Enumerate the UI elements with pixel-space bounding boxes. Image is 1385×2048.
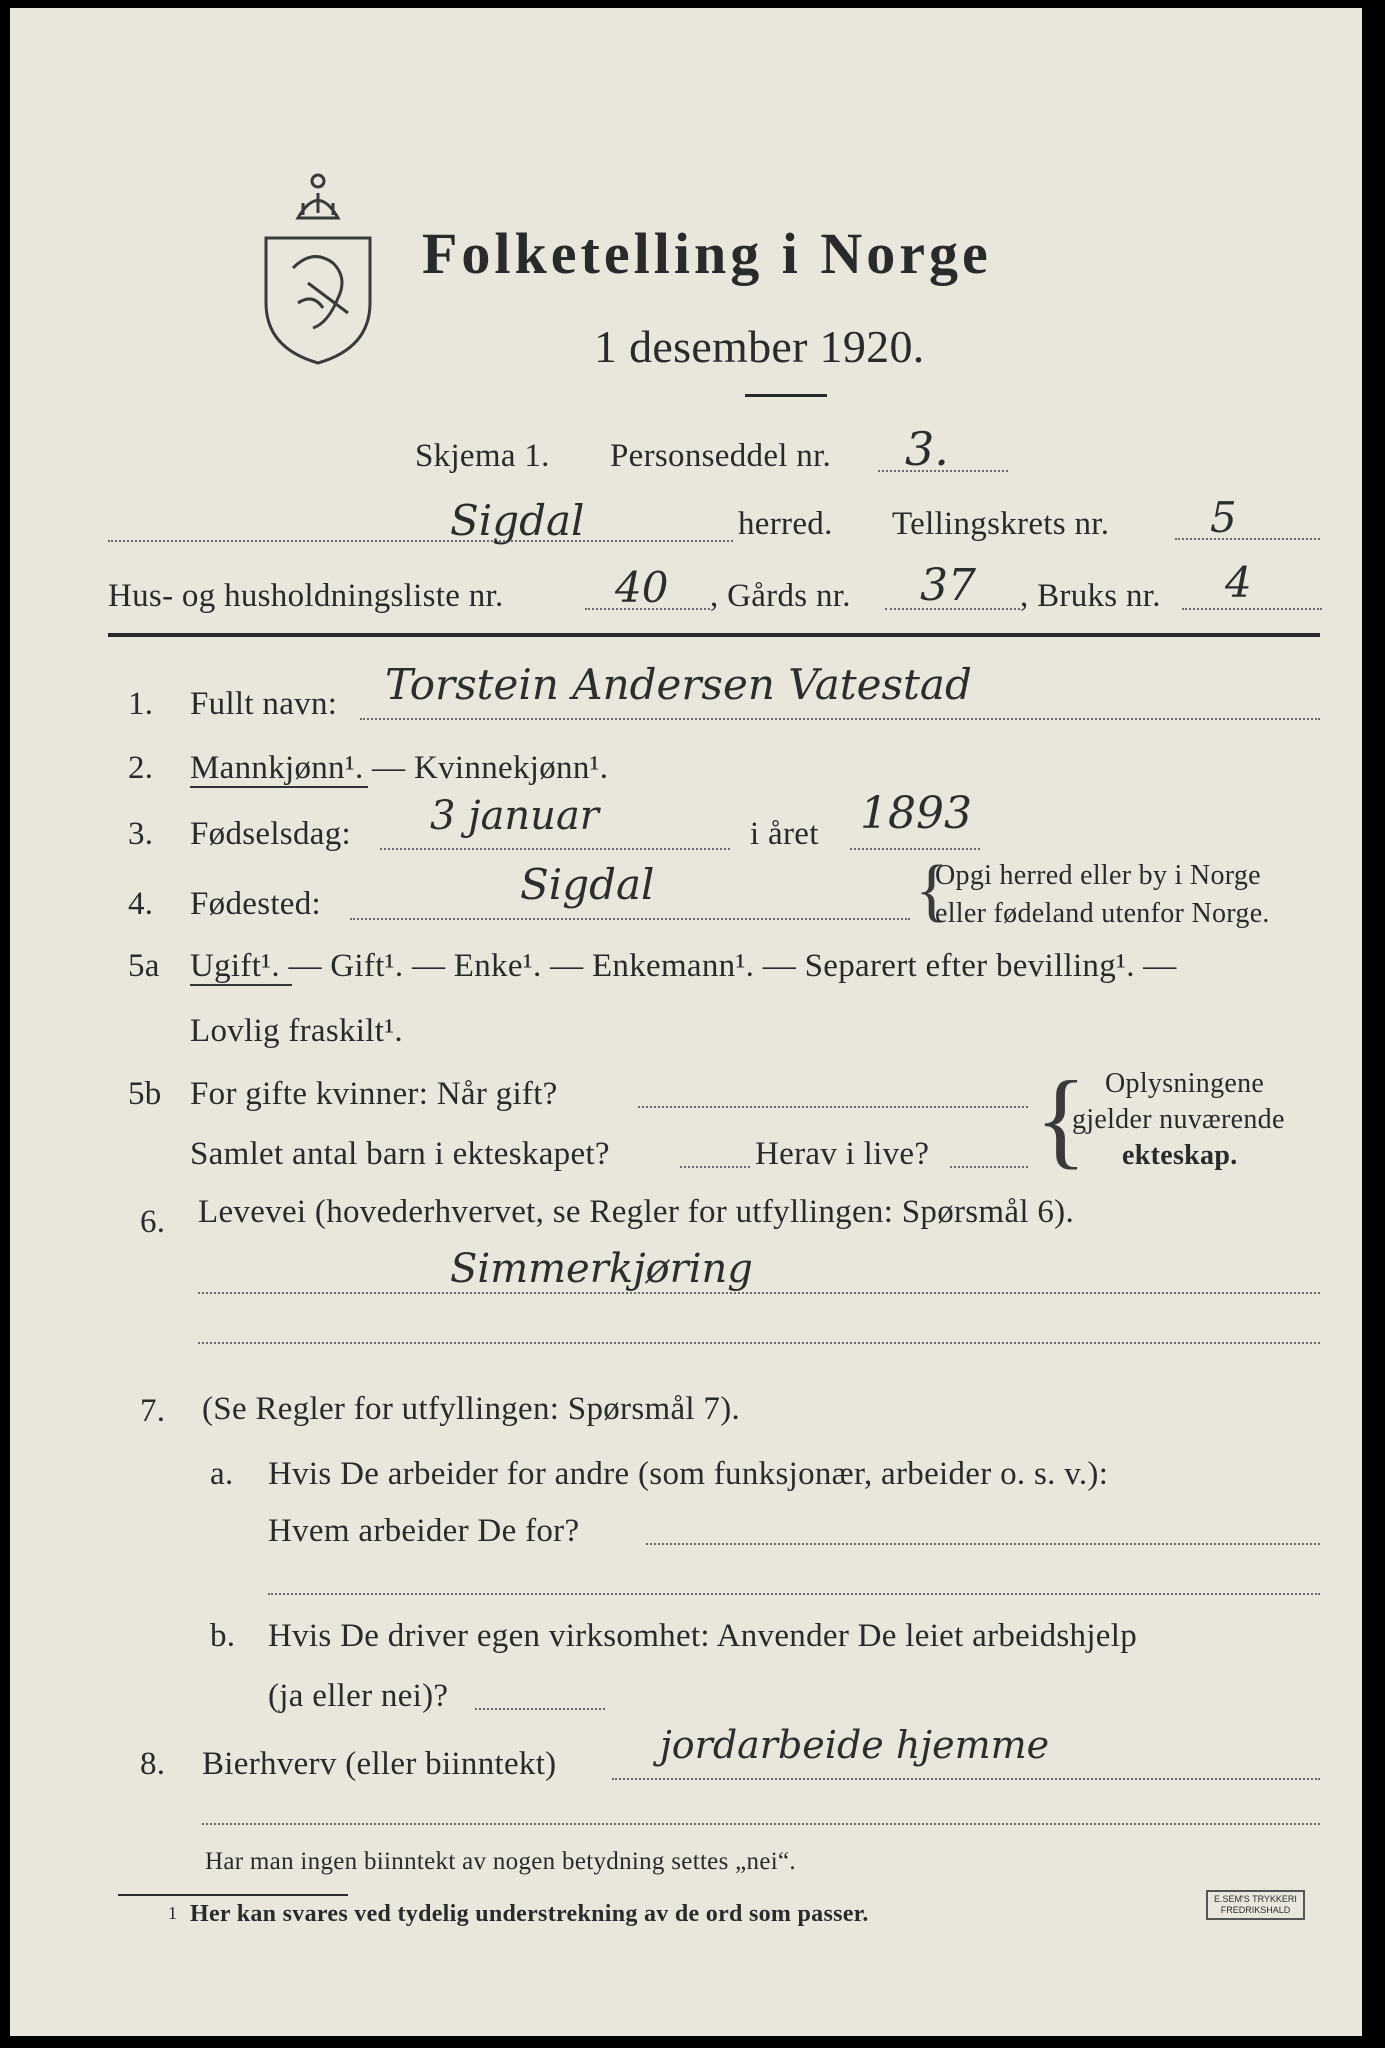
q7b-line <box>475 1708 605 1710</box>
q7a-label: Hvis De arbeider for andre (som funksjonær, arbeider o. s. v.): <box>268 1456 1109 1492</box>
q8-line-2 <box>202 1823 1320 1825</box>
q1-number: 1. <box>128 686 154 722</box>
footnote-text: Her kan svares ved tydelig understrekning av de ord som passer. <box>190 1901 869 1927</box>
q8-value: jordarbeide hjemme <box>660 1723 1050 1767</box>
q7a-line-1 <box>646 1543 1320 1545</box>
bruks-value: 4 <box>1225 558 1252 607</box>
q1-label: Fullt navn: <box>190 686 338 722</box>
q3-year-value: 1893 <box>860 788 972 839</box>
hus-value: 40 <box>615 563 669 612</box>
q2-label: Mannkjønn¹. — Kvinnekjønn¹. <box>190 750 609 786</box>
q3-label: Fødselsdag: <box>190 816 351 852</box>
form-title: Folketelling i Norge <box>422 221 992 286</box>
q6-line-2 <box>198 1342 1320 1344</box>
q1-line <box>360 718 1320 720</box>
q7a-number: a. <box>210 1456 234 1492</box>
personseddel-label: Personseddel nr. <box>610 438 832 474</box>
q5b-label-2: Samlet antal barn i ekteskapet? <box>190 1136 610 1172</box>
q5b-note-1: Oplysningene <box>1105 1068 1265 1099</box>
q6-value: Simmerkjøring <box>450 1246 753 1292</box>
q6-label: Levevei (hovederhvervet, se Regler for utfyllingen: Spørsmål 6). <box>198 1194 1075 1230</box>
q8-line-1 <box>612 1778 1320 1780</box>
q5b-line-1 <box>638 1106 1028 1108</box>
q7b-label-2: (ja eller nei)? <box>268 1678 449 1714</box>
tellingskrets-line <box>1175 538 1320 540</box>
bruks-line <box>1182 608 1322 610</box>
tellingskrets-value: 5 <box>1210 493 1237 542</box>
q7b-number: b. <box>210 1618 236 1654</box>
q8-label: Bierhverv (eller biinntekt) <box>202 1746 557 1782</box>
printer-name: E.SEM'S TRYKKERI <box>1214 1894 1297 1904</box>
herred-label: herred. <box>738 506 833 542</box>
gards-label: , Gårds nr. <box>710 578 851 614</box>
q7b-label: Hvis De driver egen virksomhet: Anvender De leiet arbeidshjelp <box>268 1618 1138 1654</box>
q3-number: 3. <box>128 816 154 852</box>
q1-value: Torstein Andersen Vatestad <box>385 660 972 709</box>
printer-city: FREDRIKSHALD <box>1220 1905 1291 1915</box>
census-form-page <box>10 8 1362 2036</box>
q2-number: 2. <box>128 750 154 786</box>
q3-year-label: i året <box>750 816 819 852</box>
q6-line-1 <box>198 1292 1320 1294</box>
footnote-mark: 1 <box>168 1903 178 1923</box>
q5a-label-2: Lovlig fraskilt¹. <box>190 1013 403 1049</box>
personseddel-value: 3. <box>905 422 949 476</box>
q4-line <box>350 918 910 920</box>
herred-value: Sigdal <box>450 496 585 545</box>
q5b-brace: { <box>1035 1060 1087 1179</box>
q4-label: Fødested: <box>190 886 322 922</box>
header-divider <box>108 633 1320 637</box>
skjema-label: Skjema 1. <box>415 438 550 474</box>
q7a-line-2 <box>268 1593 1320 1595</box>
q4-note-2: eller fødeland utenfor Norge. <box>935 898 1270 929</box>
q7a-label-2: Hvem arbeider De for? <box>268 1513 580 1549</box>
q5b-label-3: Herav i live? <box>755 1136 930 1172</box>
printer-stamp <box>1206 1890 1305 1920</box>
q4-value: Sigdal <box>520 860 655 909</box>
q5a-label: Ugift¹. — Gift¹. — Enke¹. — Enkemann¹. — Separert efter bevilling¹. — <box>190 948 1177 984</box>
q5a-number: 5a <box>128 948 160 984</box>
q6-number: 6. <box>140 1204 166 1240</box>
bruks-label: , Bruks nr. <box>1020 578 1161 614</box>
footnote-divider <box>118 1894 348 1896</box>
tellingskrets-label: Tellingskrets nr. <box>892 506 1110 542</box>
gards-value: 37 <box>920 560 976 611</box>
coat-of-arms-icon <box>258 163 378 368</box>
q2-underline <box>190 786 368 788</box>
q5b-number: 5b <box>128 1076 162 1112</box>
q4-note-1: Opgi herred eller by i Norge <box>935 860 1261 891</box>
q5b-note-2: gjelder nuværende <box>1072 1104 1285 1135</box>
q5b-note-3: ekteskap. <box>1122 1140 1238 1171</box>
form-date: 1 desember 1920. <box>594 321 925 372</box>
q4-number: 4. <box>128 886 154 922</box>
footer-note: Har man ingen biinntekt av nogen betydning settes „nei“. <box>205 1848 796 1875</box>
title-divider <box>745 394 827 397</box>
q4-brace: { <box>915 852 949 929</box>
q8-number: 8. <box>140 1746 166 1782</box>
q3-year-line <box>850 848 980 850</box>
q3-value: 3 januar <box>430 793 599 839</box>
q5b-line-3 <box>950 1166 1028 1168</box>
herred-line <box>108 540 733 542</box>
hus-label: Hus- og husholdningsliste nr. <box>108 578 504 614</box>
q7-number: 7. <box>140 1393 166 1429</box>
q7-label: (Se Regler for utfyllingen: Spørsmål 7). <box>202 1391 741 1427</box>
q5a-underline <box>190 984 292 986</box>
q3-line <box>380 848 730 850</box>
q5b-line-2 <box>680 1166 750 1168</box>
q5b-label: For gifte kvinner: Når gift? <box>190 1076 558 1112</box>
